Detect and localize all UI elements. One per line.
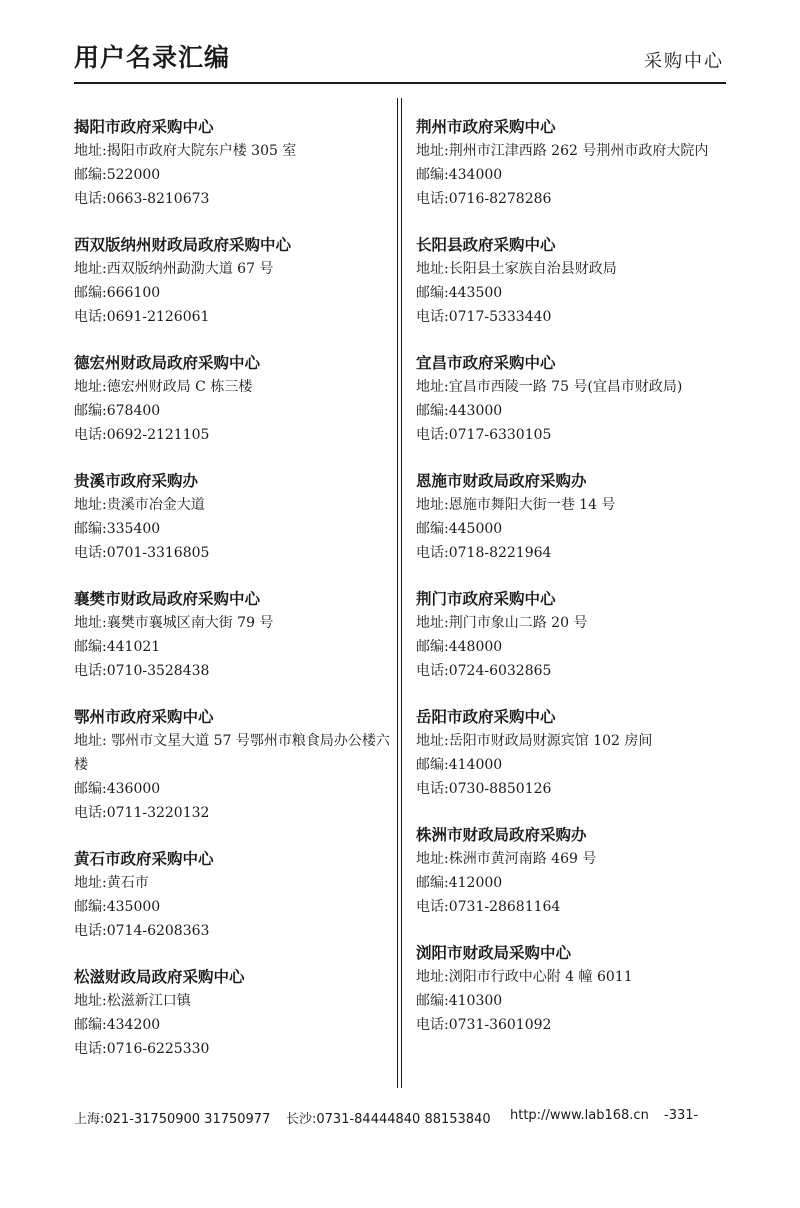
- directory-entry: [74, 847, 392, 943]
- entry-address: 地址:恩施市舞阳大街一巷 14 号: [416, 497, 616, 513]
- entry-name: 株洲市财政局政府采购办: [416, 826, 587, 844]
- directory-entry: [74, 965, 392, 1061]
- directory-entry: [416, 115, 736, 211]
- directory-entry: [416, 233, 736, 329]
- entry-postcode: 邮编:435000: [74, 899, 161, 915]
- footer-shanghai-phone: 上海:021-31750900 31750977: [74, 1112, 271, 1127]
- entry-name: 松滋财政局政府采购中心: [74, 968, 245, 986]
- entry-address: 地址:襄樊市襄城区南大街 79 号: [74, 615, 274, 631]
- entry-postcode: 邮编:678400: [74, 403, 161, 419]
- entry-name: 鄂州市政府采购中心: [74, 708, 214, 726]
- entry-phone: 电话:0710-3528438: [74, 663, 210, 679]
- entry-name: 黄石市政府采购中心: [74, 850, 214, 868]
- entry-phone: 电话:0716-6225330: [74, 1041, 210, 1057]
- entry-postcode: 邮编:441021: [74, 639, 161, 655]
- entry-phone: 电话:0711-3220132: [74, 805, 210, 821]
- page-footer: [74, 1108, 714, 1130]
- entry-postcode: 邮编:522000: [74, 167, 161, 183]
- entry-postcode: 邮编:335400: [74, 521, 161, 537]
- entry-phone: 电话:0691-2126061: [74, 309, 210, 325]
- right-column: [416, 115, 736, 1059]
- footer-changsha-phone: 长沙:0731-84444840 88153840: [286, 1112, 491, 1127]
- directory-entry: [74, 233, 392, 329]
- entry-name: 贵溪市政府采购办: [74, 472, 199, 490]
- entry-phone: 电话:0663-8210673: [74, 191, 210, 207]
- directory-entry: [74, 351, 392, 447]
- directory-entry: [74, 587, 392, 683]
- entry-name: 恩施市财政局政府采购办: [416, 472, 587, 490]
- directory-entry: [416, 351, 736, 447]
- entry-name: 浏阳市财政局采购中心: [416, 944, 572, 962]
- entry-phone: 电话:0717-6330105: [416, 427, 552, 443]
- entry-postcode: 邮编:410300: [416, 993, 503, 1009]
- entry-postcode: 邮编:666100: [74, 285, 161, 301]
- page-title: 用户名录汇编: [74, 43, 231, 72]
- entry-postcode: 邮编:443000: [416, 403, 503, 419]
- directory-entry: [74, 705, 392, 825]
- directory-entry: [416, 469, 736, 565]
- entry-address: 地址:西双版纳州勐泐大道 67 号: [74, 261, 274, 277]
- entry-address: 地址:长阳县土家族自治县财政局: [416, 261, 617, 277]
- left-column: [74, 115, 392, 1083]
- directory-entry: [416, 587, 736, 683]
- entry-name: 岳阳市政府采购中心: [416, 708, 556, 726]
- entry-address: 地址: 鄂州市文星大道 57 号鄂州市粮食局办公楼六楼: [74, 733, 390, 773]
- directory-entry: [74, 469, 392, 565]
- entry-address: 地址:德宏州财政局 C 栋三楼: [74, 379, 253, 395]
- entry-phone: 电话:0692-2121105: [74, 427, 210, 443]
- footer-website-link[interactable]: http://www.lab168.cn: [510, 1108, 649, 1123]
- entry-postcode: 邮编:434000: [416, 167, 503, 183]
- directory-entry: [416, 823, 736, 919]
- entry-postcode: 邮编:412000: [416, 875, 503, 891]
- entry-postcode: 邮编:436000: [74, 781, 161, 797]
- entry-name: 揭阳市政府采购中心: [74, 118, 214, 136]
- page-number: -331-: [664, 1108, 699, 1123]
- entry-phone: 电话:0717-5333440: [416, 309, 552, 325]
- entry-postcode: 邮编:448000: [416, 639, 503, 655]
- entry-name: 长阳县政府采购中心: [416, 236, 556, 254]
- entry-postcode: 邮编:445000: [416, 521, 503, 537]
- page-header: [74, 38, 726, 84]
- entry-address: 地址:贵溪市冶金大道: [74, 497, 205, 513]
- entry-name: 荆门市政府采购中心: [416, 590, 556, 608]
- entry-postcode: 邮编:434200: [74, 1017, 161, 1033]
- entry-name: 西双版纳州财政局政府采购中心: [74, 236, 292, 254]
- directory-entry: [416, 705, 736, 801]
- entry-phone: 电话:0701-3316805: [74, 545, 210, 561]
- entry-phone: 电话:0716-8278286: [416, 191, 552, 207]
- entry-address: 地址:荆州市江津西路 262 号荆州市政府大院内: [416, 143, 709, 159]
- entry-phone: 电话:0714-6208363: [74, 923, 210, 939]
- entry-name: 襄樊市财政局政府采购中心: [74, 590, 261, 608]
- entry-address: 地址:荆门市象山二路 20 号: [416, 615, 588, 631]
- entry-phone: 电话:0718-8221964: [416, 545, 552, 561]
- entry-postcode: 邮编:443500: [416, 285, 503, 301]
- entry-address: 地址:松滋新江口镇: [74, 993, 191, 1009]
- entry-name: 德宏州财政局政府采购中心: [74, 354, 261, 372]
- entry-address: 地址:浏阳市行政中心附 4 幢 6011: [416, 969, 633, 985]
- entry-address: 地址:揭阳市政府大院东户楼 305 室: [74, 143, 297, 159]
- directory-entry: [416, 941, 736, 1037]
- entry-phone: 电话:0730-8850126: [416, 781, 552, 797]
- entry-name: 宜昌市政府采购中心: [416, 354, 556, 372]
- entry-postcode: 邮编:414000: [416, 757, 503, 773]
- entry-phone: 电话:0724-6032865: [416, 663, 552, 679]
- entry-address: 地址:株洲市黄河南路 469 号: [416, 851, 597, 867]
- column-divider-line: [397, 98, 398, 1088]
- directory-entry: [74, 115, 392, 211]
- entry-address: 地址:岳阳市财政局财源宾馆 102 房间: [416, 733, 653, 749]
- entry-phone: 电话:0731-28681164: [416, 899, 561, 915]
- section-title: 采购中心: [644, 51, 724, 72]
- entry-address: 地址:黄石市: [74, 875, 149, 891]
- entry-phone: 电话:0731-3601092: [416, 1017, 552, 1033]
- entry-name: 荆州市政府采购中心: [416, 118, 556, 136]
- entry-address: 地址:宜昌市西陵一路 75 号(宜昌市财政局): [416, 379, 683, 395]
- column-divider-line: [401, 98, 402, 1088]
